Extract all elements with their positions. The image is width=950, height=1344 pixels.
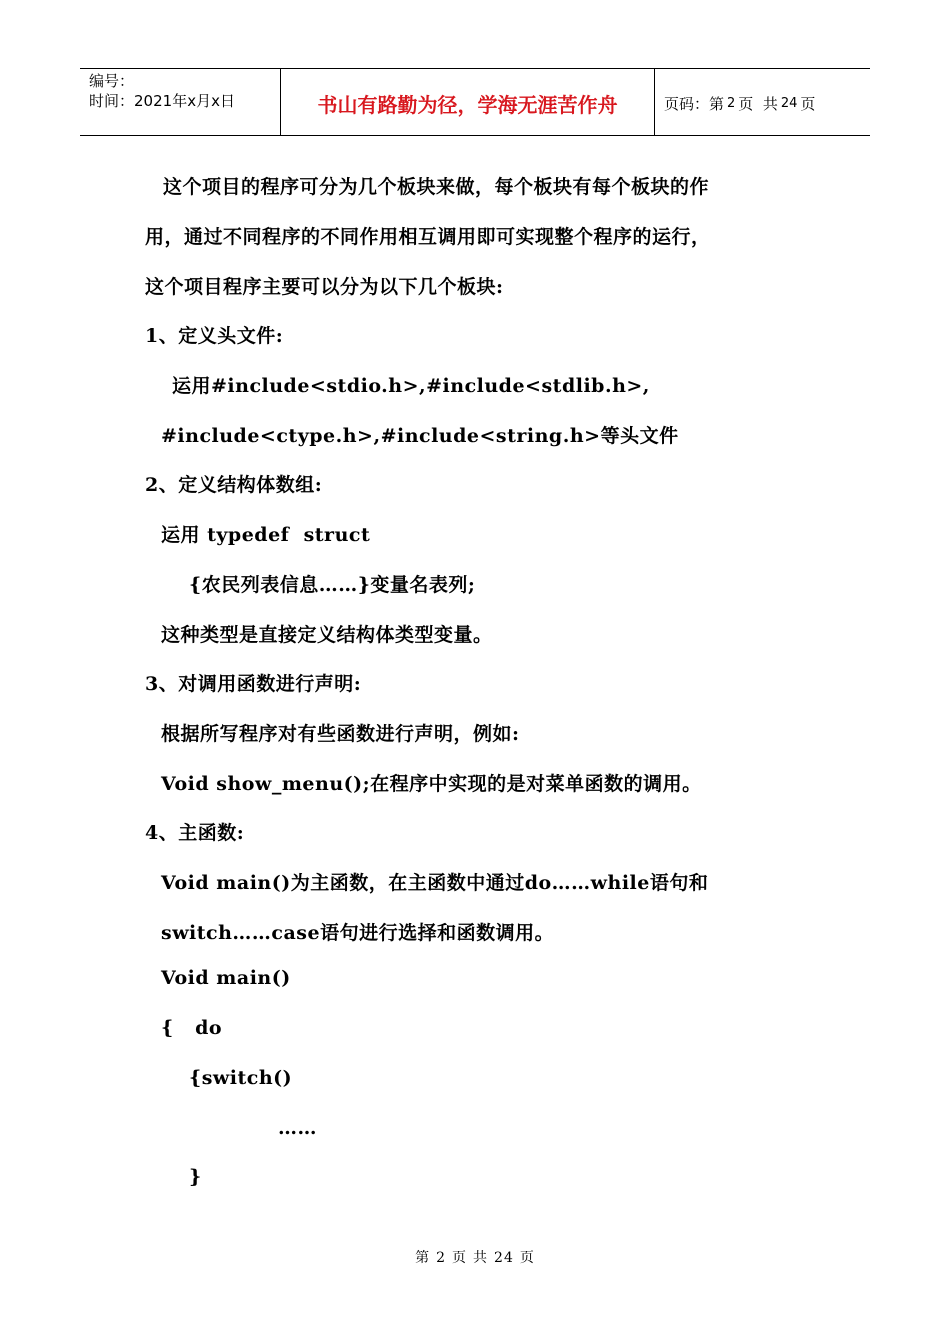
header-time [89, 91, 280, 111]
header-page-end: 页 [800, 94, 816, 113]
footer-text: 第 [415, 1250, 431, 1266]
code-line: { do [161, 1017, 223, 1039]
header-motto: 书山有路勤为径，学海无涯苦作舟 [281, 69, 655, 135]
header-page-mid: 页 共 [738, 94, 778, 113]
footer-total-pages: 24 [494, 1250, 514, 1266]
header-code-label: 编号： [89, 72, 135, 90]
page-header [80, 68, 870, 136]
code-line: …… [278, 1117, 317, 1139]
footer-text: 共 [473, 1250, 489, 1266]
paragraph-line: 这个项目的程序可分为几个板块来做，每个板块有每个板块的作 [163, 176, 710, 198]
header-info-cell [80, 69, 281, 135]
paragraph-line: Void main()为主函数，在主函数中通过do……while语句和 [161, 872, 709, 894]
paragraph-line: switch……case语句进行选择和函数调用。 [161, 922, 555, 944]
paragraph-line: 用，通过不同程序的不同作用相互调用即可实现整个程序的运行， [145, 226, 711, 248]
paragraph-line: 这个项目程序主要可以分为以下几个板块: [145, 276, 504, 298]
footer-text: 页 [519, 1250, 535, 1266]
header-page-current: 2 [727, 95, 736, 111]
footer-current-page: 2 [436, 1250, 447, 1266]
section-heading: 1、定义头文件: [145, 325, 284, 347]
section-heading: 4、主函数: [145, 822, 245, 844]
paragraph-line: 运用#include<stdio.h>,#include<stdlib.h>, [172, 375, 650, 397]
section-heading: 3、对调用函数进行声明: [145, 673, 362, 695]
code-line: 运用 typedef struct [161, 524, 371, 546]
header-page-label: 页码：第 [664, 94, 725, 113]
footer-text: 页 [452, 1250, 468, 1266]
code-line: Void show_menu();在程序中实现的是对菜单函数的调用。 [161, 773, 702, 795]
section-heading: 2、定义结构体数组: [145, 474, 323, 496]
header-time-label: 时间： [89, 92, 135, 110]
code-line: {switch() [189, 1067, 293, 1089]
header-page-number [655, 69, 870, 135]
paragraph-line: 这种类型是直接定义结构体类型变量。 [161, 624, 493, 646]
code-line: {农民列表信息……}变量名表列; [189, 574, 476, 596]
header-time-value: 2021年x月x日 [134, 92, 235, 110]
paragraph-line: #include<ctype.h>,#include<string.h>等头文件 [161, 425, 679, 447]
code-line: Void main() [161, 967, 291, 989]
paragraph-line: 根据所写程序对有些函数进行声明，例如: [161, 723, 520, 745]
header-page-total: 24 [780, 95, 798, 111]
code-line: } [189, 1166, 202, 1188]
page-footer [0, 1247, 950, 1267]
